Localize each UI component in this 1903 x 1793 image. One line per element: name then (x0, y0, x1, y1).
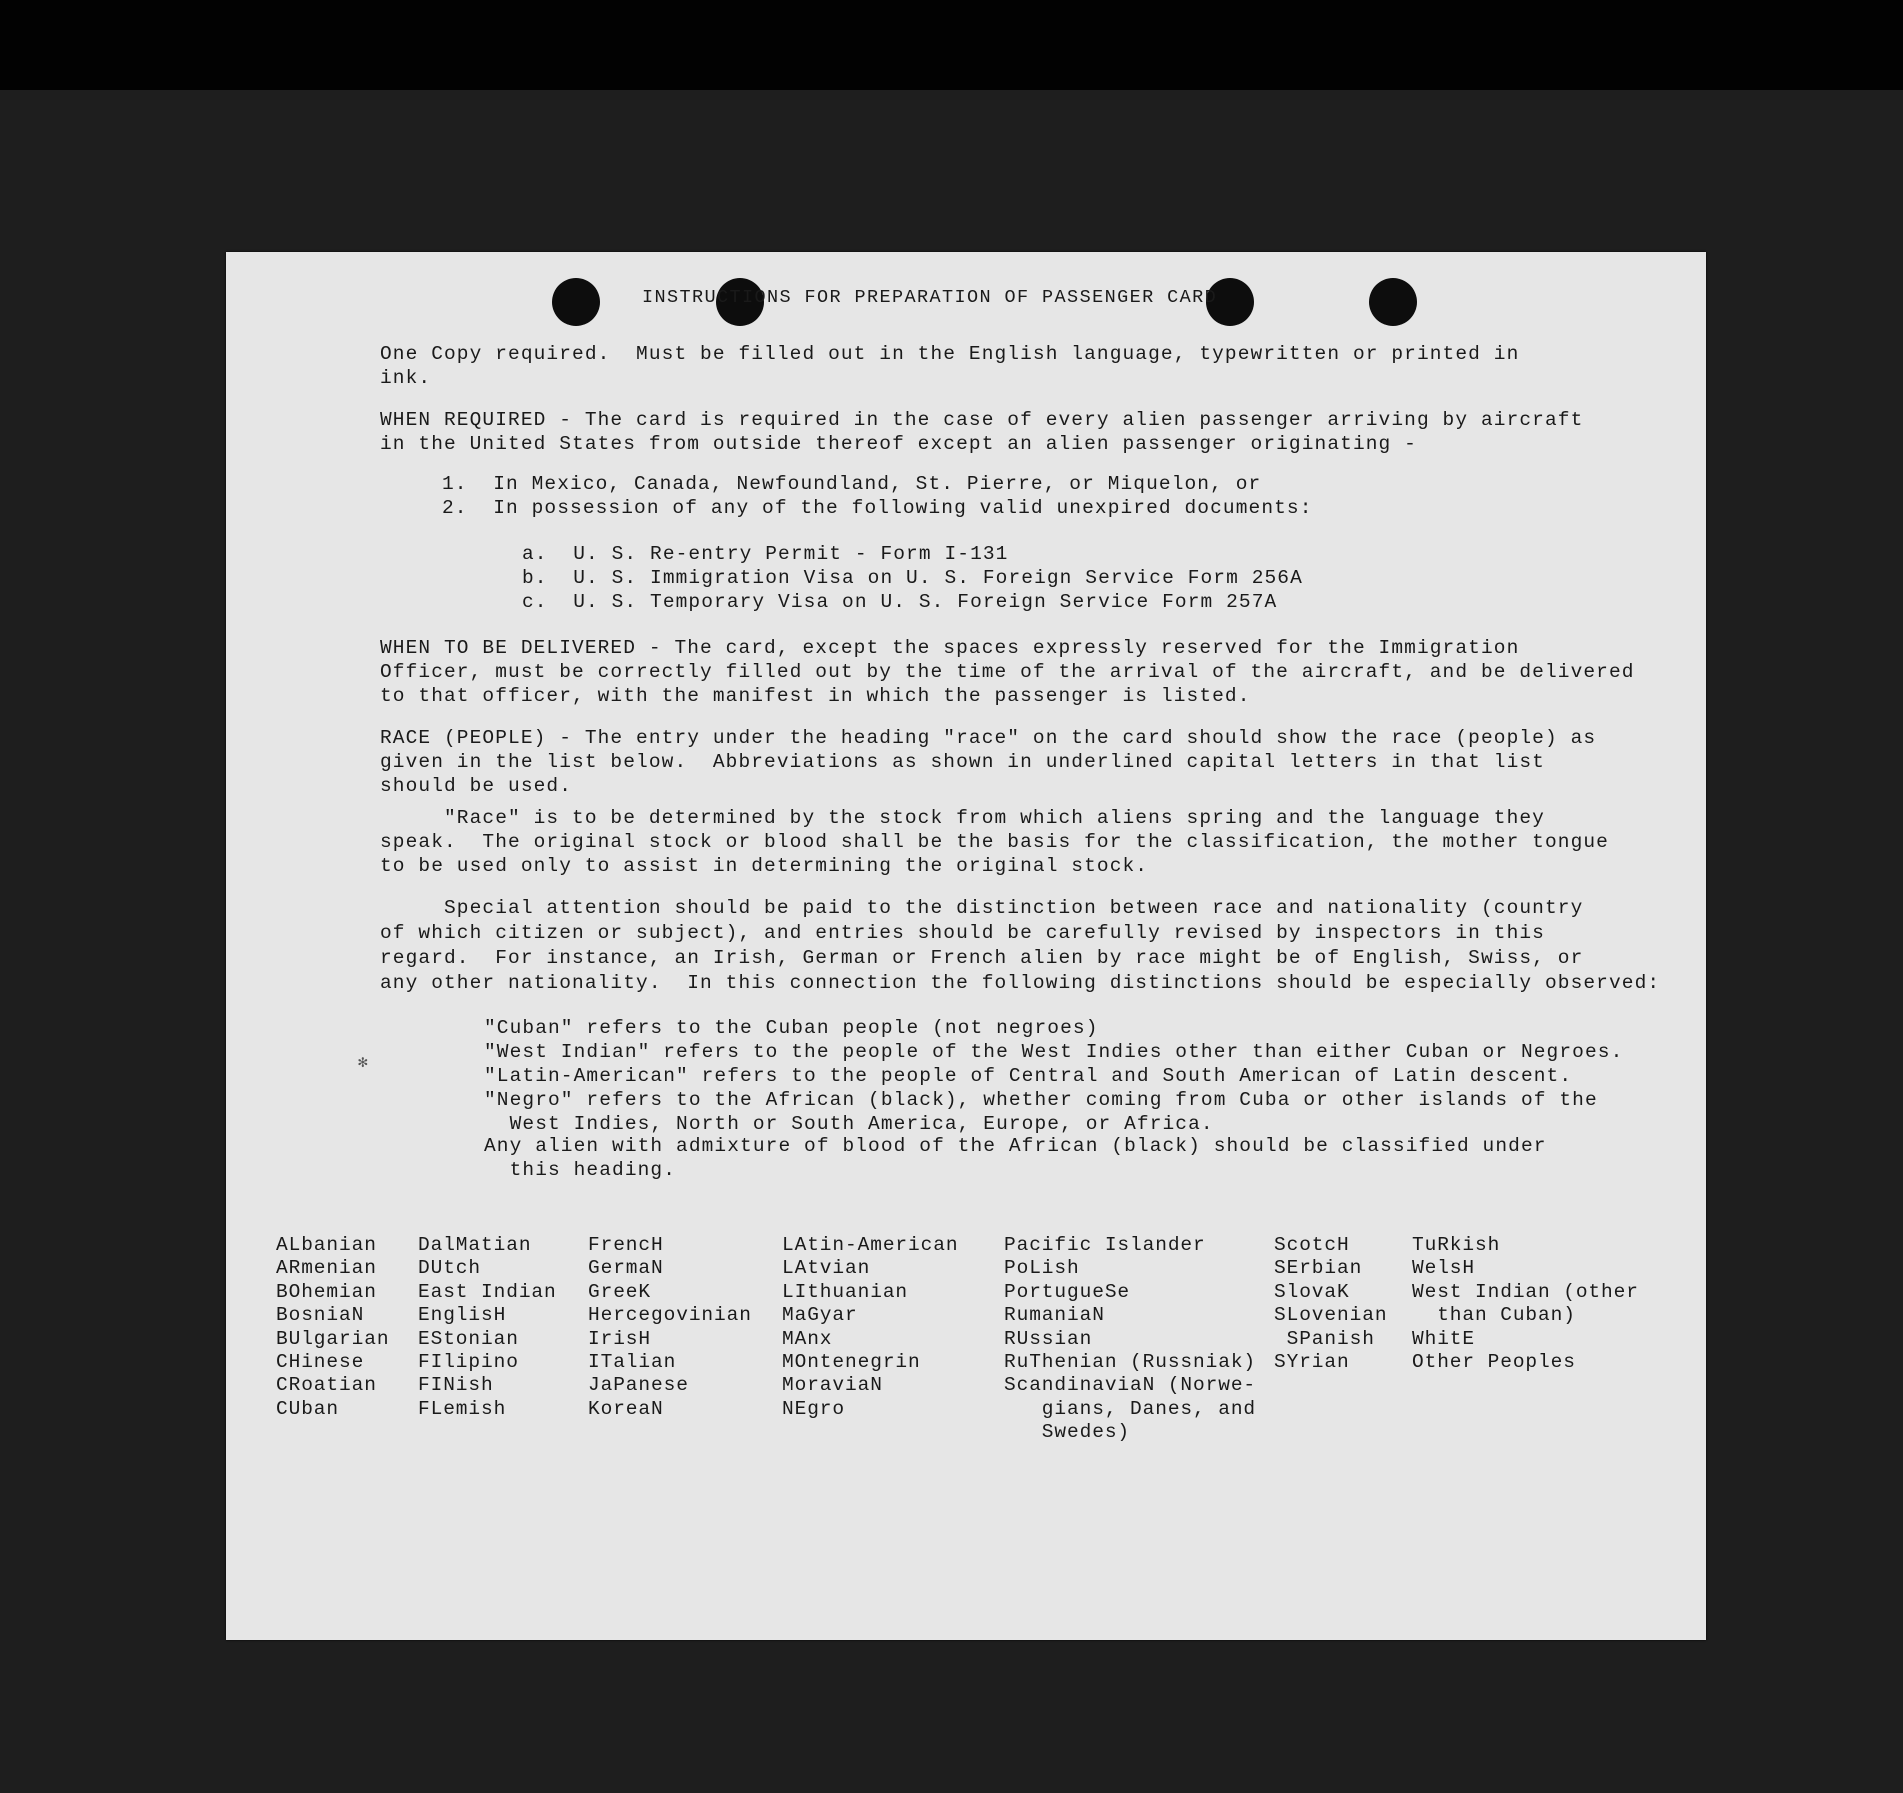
race-list-item: GermaN (588, 1257, 664, 1280)
distinction-line: West Indies, North or South America, Europe, or Africa. (484, 1113, 1214, 1135)
race-list-item: JaPanese (588, 1374, 689, 1397)
when-delivered-line-3: to that officer, with the manifest in which the passenger is listed. (380, 685, 1251, 707)
race-list-item: Swedes) (1004, 1421, 1131, 1444)
race-list-item: NEgro (782, 1397, 846, 1420)
race-list-item: FIlipino (418, 1351, 519, 1374)
race-list-item: ARmenian (276, 1257, 377, 1280)
race-list-item: SErbian (1274, 1257, 1363, 1280)
race-list-item: DUtch (418, 1257, 482, 1280)
race-list-item: SlovaK (1274, 1280, 1350, 1303)
race-list-item: TuRkish (1412, 1234, 1501, 1256)
race-paragraph-line: Special attention should be paid to the distinction between race and nationality (country (380, 897, 1584, 919)
list-item: 1. In Mexico, Canada, Newfoundland, St. Pierre, or Miquelon, or (442, 473, 1262, 495)
race-list-item: BOhemian (276, 1280, 377, 1303)
race-list-item: MAnx (782, 1327, 833, 1350)
race-list-item: ScotcH (1274, 1234, 1350, 1256)
distinction-line: "West Indian" refers to the people of the West Indies other than either Cuban or Negroes. (484, 1041, 1624, 1063)
race-list-column-2 (418, 1234, 557, 1421)
race-list-item: WhitE (1412, 1327, 1476, 1350)
race-list-column-3 (588, 1234, 752, 1421)
race-list-column-6 (1274, 1234, 1387, 1374)
sub-list-item: b. U. S. Immigration Visa on U. S. Foreign Service Form 256A (522, 567, 1303, 589)
punch-hole (552, 278, 600, 326)
race-list-item: SPanish (1274, 1327, 1375, 1350)
race-list-item: LAtin-American (782, 1234, 959, 1256)
race-list-item: CHinese (276, 1351, 365, 1374)
when-delivered-line-1: WHEN TO BE DELIVERED - The card, except the spaces expressly reserved for the Immigration (380, 637, 1520, 659)
race-list-item: KoreaN (588, 1397, 664, 1420)
distinction-line: "Cuban" refers to the Cuban people (not negroes) (484, 1017, 1099, 1039)
race-list-item: ITalian (588, 1351, 677, 1374)
race-list-item: BosniaN (276, 1304, 365, 1327)
punch-hole (1369, 278, 1417, 326)
race-list-item: EStonian (418, 1327, 519, 1350)
ink-smudge: ✻ (358, 1054, 368, 1072)
race-list-column-7 (1412, 1234, 1639, 1374)
race-list-item: PortugueSe (1004, 1280, 1131, 1303)
distinction-line: "Negro" refers to the African (black), whether coming from Cuba or other islands of the (484, 1089, 1598, 1111)
race-list-item: MoraviaN (782, 1374, 883, 1397)
race-list-item: LIthuanian (782, 1280, 909, 1303)
race-paragraph-line: any other nationality. In this connection the following distinctions should be especially observed: (380, 972, 1661, 994)
race-list-item: FLemish (418, 1397, 507, 1420)
scanner-top-band (0, 0, 1903, 90)
race-list-item: CRoatian (276, 1374, 377, 1397)
intro-line-1: One Copy required. Must be filled out in the English language, typewritten or printed in (380, 343, 1520, 365)
when-delivered-line-2: Officer, must be correctly filled out by the time of the arrival of the aircraft, and be delivered (380, 661, 1635, 683)
race-list-item: GreeK (588, 1280, 652, 1303)
race-list-item: WelsH (1412, 1257, 1476, 1280)
race-paragraph-line: "Race" is to be determined by the stock from which aliens spring and the language they (380, 807, 1545, 829)
document-page (226, 252, 1706, 1640)
page-title: INSTRUCTIONS FOR PREPARATION OF PASSENGER CARD (642, 287, 1218, 308)
distinction-line: "Latin-American" refers to the people of Central and South American of Latin descent. (484, 1065, 1573, 1087)
race-list-item: than Cuban) (1412, 1304, 1576, 1327)
race-list-item: FINish (418, 1374, 494, 1397)
when-required-line-1: WHEN REQUIRED - The card is required in the case of every alien passenger arriving by aircraft (380, 409, 1584, 431)
race-list-item: CUban (276, 1397, 340, 1420)
race-paragraph-line: given in the list below. Abbreviations as shown in underlined capital letters in that list (380, 751, 1545, 773)
sub-list-item: a. U. S. Re-entry Permit - Form I-131 (522, 543, 1009, 565)
race-list-item: Other Peoples (1412, 1351, 1576, 1374)
race-paragraph-line: should be used. (380, 775, 573, 797)
list-item: 2. In possession of any of the following valid unexpired documents: (442, 497, 1313, 519)
race-list-item: ScandinaviaN (Norwe- (1004, 1374, 1257, 1397)
race-list-item: Hercegovinian (588, 1304, 752, 1327)
distinction-line: this heading. (484, 1159, 677, 1181)
race-list-column-5 (1004, 1234, 1256, 1445)
race-list-item: BUlgarian (276, 1327, 390, 1350)
race-list-item: MaGyar (782, 1304, 858, 1327)
race-list-item: SLovenian (1274, 1304, 1388, 1327)
race-paragraph-line: regard. For instance, an Irish, German or French alien by race might be of English, Swiss, or (380, 947, 1584, 969)
race-list-item: MOntenegrin (782, 1351, 921, 1374)
sub-list-item: c. U. S. Temporary Visa on U. S. Foreign Service Form 257A (522, 591, 1278, 613)
race-paragraph-line: to be used only to assist in determining the original stock. (380, 855, 1149, 877)
race-list-item: ALbanian (276, 1234, 377, 1256)
race-list-item: gians, Danes, and (1004, 1397, 1257, 1420)
race-paragraph-line: of which citizen or subject), and entries should be carefully revised by inspectors in this (380, 922, 1545, 944)
intro-line-2: ink. (380, 367, 432, 389)
race-list-item: LAtvian (782, 1257, 871, 1280)
race-list-item: RuThenian (Russniak) (1004, 1351, 1257, 1374)
race-list-item: EnglisH (418, 1304, 507, 1327)
when-required-line-2: in the United States from outside thereof except an alien passenger originating - (380, 433, 1417, 455)
race-list-item: PoLish (1004, 1257, 1080, 1280)
race-list-item: RUssian (1004, 1327, 1093, 1350)
race-list-item: IrisH (588, 1327, 652, 1350)
race-list-column-4 (782, 1234, 958, 1421)
race-list-item: West Indian (other (1412, 1280, 1639, 1303)
race-list-item: Pacific Islander (1004, 1234, 1206, 1256)
race-list-item: RumaniaN (1004, 1304, 1105, 1327)
race-list-item: SYrian (1274, 1351, 1350, 1374)
distinction-line: Any alien with admixture of blood of the African (black) should be classified under (484, 1135, 1547, 1157)
race-list-item: East Indian (418, 1280, 557, 1303)
race-list-column-1 (276, 1234, 389, 1421)
race-list-item: DalMatian (418, 1234, 532, 1256)
race-paragraph-line: speak. The original stock or blood shall be the basis for the classification, the mother tongue (380, 831, 1609, 853)
race-paragraph-line: RACE (PEOPLE) - The entry under the heading "race" on the card should show the race (people) as (380, 727, 1597, 749)
race-list-item: FrencH (588, 1234, 664, 1256)
